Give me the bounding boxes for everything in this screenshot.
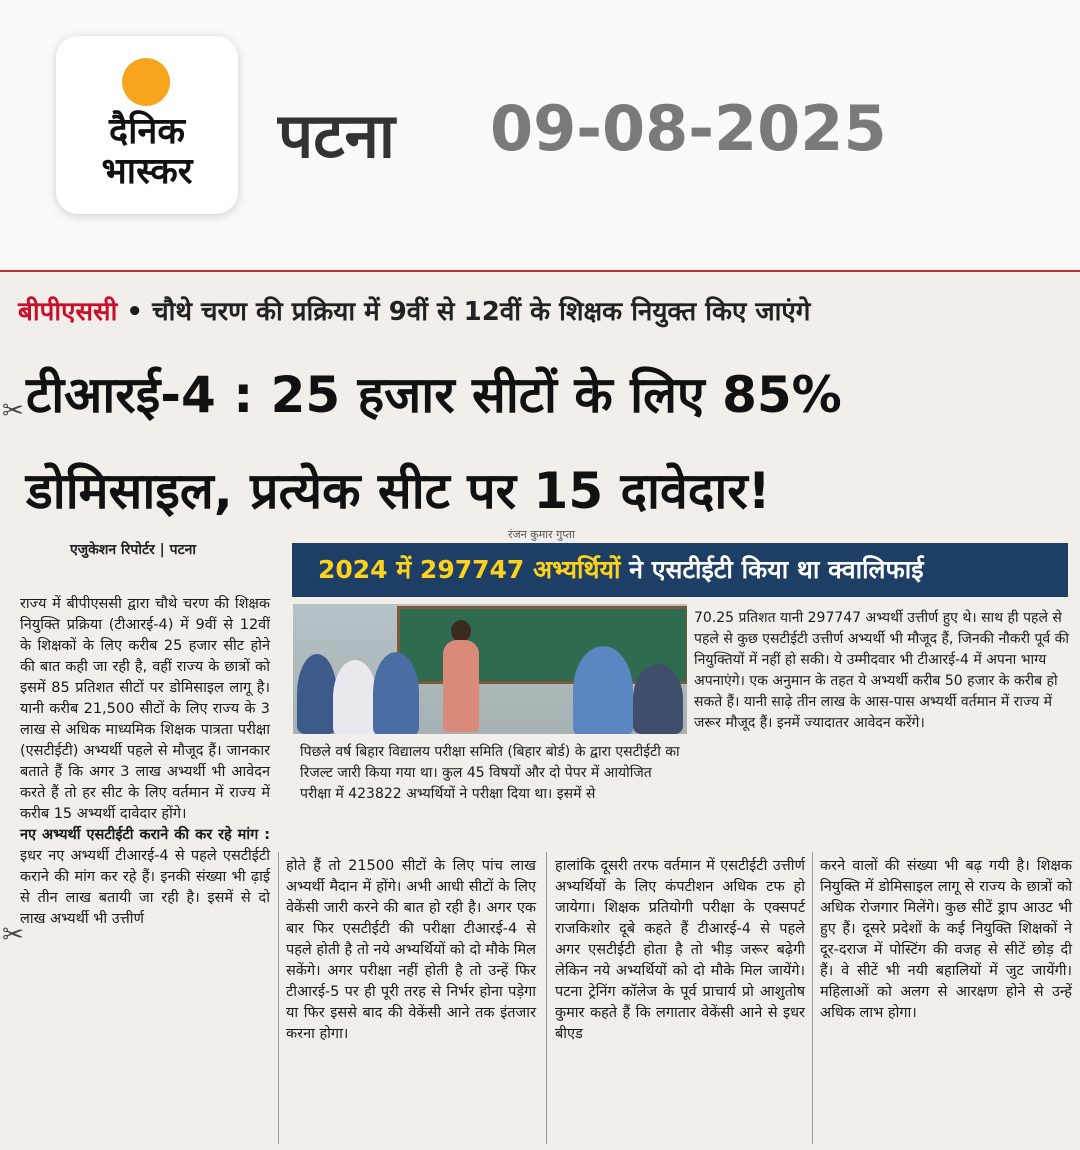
scissor-icon: ✂ [2,920,24,950]
column-text: इधर नए अभ्यर्थी टीआरई-4 से पहले एसटीईटी कराने की मांग कर रहे हैं। इनकी संख्या भी ढ़ाई से तीन लाख बतायी जा रही है। इसमें से दो लाख अभ्यर्थी भी उत्तीर्ण [20,848,270,927]
article-column-4: करने वालों की संख्या भी बढ़ गयी है। शिक्षक नियुक्ति में डोमिसाइल लागू से राज्य के छात्रों को अधिक रोजगार मिलेंगे। कुछ सीटें ड्राप आउट भी हुए हैं। दूसरे प्रदेशों के कई नियुक्ति शिक्षकों ने दूर-दराज में पोस्टिंग की वजह से सीटें छोड़ दी हैं। वे सीटें भी नयी बहालियों में जुट जायेंगी। महिलाओं को अलग से आरक्षण होने से उन्हें अधिक लाभ होगा। [820,858,1072,1021]
column-divider [278,852,279,1144]
scissor-icon: ✂ [2,396,24,426]
sun-icon [122,58,170,106]
student-figure [633,664,683,734]
app-header [0,0,1080,268]
column-divider [812,852,813,1144]
headline-line-1: टीआरई-4 : 25 हजार सीटों के लिए 85% [26,366,842,424]
classroom-photo [293,604,687,734]
photo-credit: रंजन कुमार गुप्ता [508,528,575,541]
headline-line-2: डोमिसाइल, प्रत्येक सीट पर 15 दावेदार! [26,462,771,520]
teacher-figure [443,620,479,732]
kicker-tag: बीपीएससी [18,297,118,327]
article-column-1 [20,594,270,930]
student-figure [373,652,419,734]
column-divider [546,852,547,1144]
edition-city: पटना [278,99,395,172]
stat-banner [292,543,1068,597]
dainik-bhaskar-logo[interactable] [56,36,238,214]
logo-text-line1: दैनिक [108,111,186,152]
student-figure [333,660,377,734]
banner-highlight: 2024 में 297747 अभ्यर्थियों [318,555,621,584]
column-subhead: नए अभ्यर्थी एसटीईटी कराने की कर रहे मांग : [20,827,270,843]
student-figure [297,654,337,734]
kicker-separator: • [117,297,153,327]
edition-date: 09-08-2025 [490,92,887,165]
logo-text-line2: भास्कर [101,151,193,192]
student-figure [573,646,633,734]
article-kicker [18,292,810,328]
column-text: राज्य में बीपीएससी द्वारा चौथे चरण की शिक्षक नियुक्ति प्रक्रिया (टीआरई-4) में 9वीं से 12वीं के शिक्षकों के लिए करीब 25 हजार सीट होने की बात कही जा रही है, वहीं राज्य के छात्रों को इसमें 85 प्रतिशत सीटों पर डोमिसाइल लागू है। यानी करीब 21,500 सीटों के लिए राज्य के 3 लाख से अधिक माध्यमिक शिक्षक पात्रता परीक्षा (एसटीईटी) अभ्यर्थी पहले से मौजूद हैं। जानकार बताते हैं कि अगर 3 लाख अभ्यर्थी भी आवेदन करते हैं तो हर सीट के लिए वर्तमान में राज्य में करीब 15 अभ्यर्थी दावेदार होंगे। [20,596,270,822]
photo-caption: पिछले वर्ष बिहार विद्यालय परीक्षा समिति (बिहार बोर्ड) के द्वारा एसटीईटी का रिजल्ट जारी किया गया था। कुल 45 विषयों और दो पेपर में आयोजित परीक्षा में 423822 अभ्यर्थियों ने परीक्षा दिया था। इसमें से [300,744,680,802]
kicker-text: चौथे चरण की प्रक्रिया में 9वीं से 12वीं के शिक्षक नियुक्त किए जाएंगे [152,297,811,327]
byline: एजुकेशन रिपोर्टर | पटना [70,542,197,558]
article-column-2: होते हैं तो 21500 सीटों के लिए पांच लाख अभ्यर्थी मैदान में होंगे। अभी आधी सीटों के लिए वेकेंसी जारी करने की बात हो रही है। अगर एक बार फिर एसटीईटी की परीक्षा टीआरई-4 से पहले होती है तो नये अभ्यर्थियों को दो मौके मिल सकेंगे। अगर परीक्षा नहीं होती है तो उन्हें फिर टीआरई-5 पर ही पूरी तरह से निर्भर होना पड़ेगा या फिर इससे बाद की वेकेंसी आने तक इंतजार करना होगा। [286,858,536,1042]
banner-text: ने एसटीईटी किया था क्वालिफाई [620,555,924,584]
sidebar-text: 70.25 प्रतिशत यानी 297747 अभ्यर्थी उत्तीर्ण हुए थे। साथ ही पहले से पहले से कुछ एसटीईटी उत्तीर्ण अभ्यर्थी भी मौजूद हैं, जिनकी नौकरी पूर्व की नियुक्तियों में नहीं हो सकी। ये उम्मीदवार भी टीआरई-4 में अपना भाग्य अपनाएंगे। एक अनुमान के तहत ये अभ्यर्थी करीब 50 हजार के करीब हो सकते हैं। यानी साढ़े तीन लाख के आस-पास अभ्यर्थी वर्तमान में राज्य में जरूर मौजूद हैं। इनमें ज्यादातर आवेदन करेंगे। [694,610,1070,731]
article-column-3: हालांकि दूसरी तरफ वर्तमान में एसटीईटी उत्तीर्ण अभ्यर्थियों के लिए कंपटीशन अधिक टफ हो जायेगा। शिक्षक प्रतियोगी परीक्षा के एक्सपर्ट राजकिशोर दूबे कहते हैं टीआरई-4 से पहले अगर एसटीईटी होता है तो भीड़ जरूर बढ़ेगी लेकिन नये अभ्यर्थियों को दो मौके मिल जायेंगे। पटना ट्रेनिंग कॉलेज के पूर्व प्राचार्य प्रो आशुतोष कुमार कहते हैं कि लगातार वेकेंसी आने से इधर बीएड [555,858,805,1042]
